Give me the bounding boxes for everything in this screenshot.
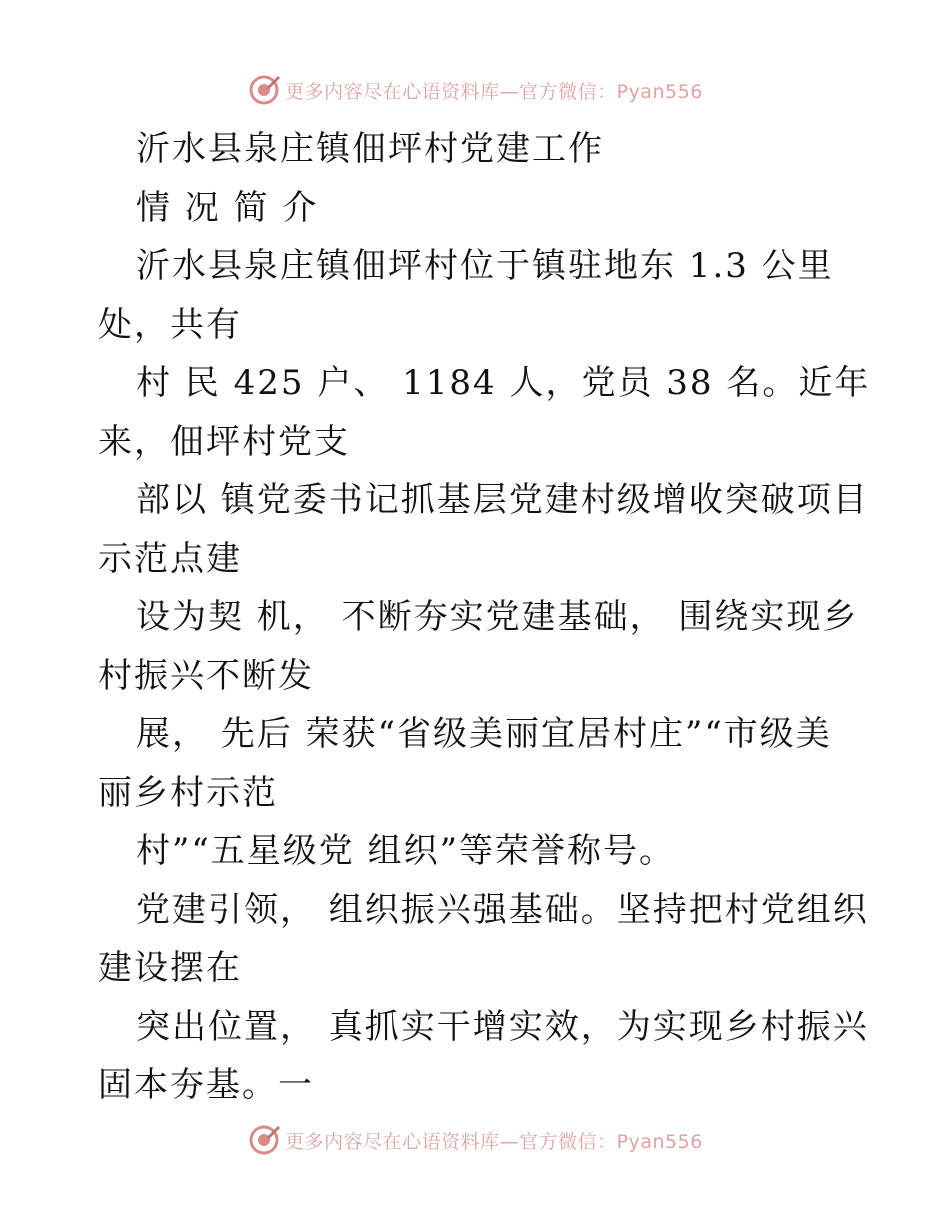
watermark-text: 更多内容尽在心语资料库—官方微信：Pyan556	[285, 1130, 703, 1153]
text-line: 情 况 简 介	[136, 187, 319, 228]
text-line: 设为契 机， 不断夯实党建基础， 围绕实现乡	[136, 597, 859, 637]
text-line: 部以 镇党委书记抓基层党建村级增收突破项目	[136, 480, 869, 520]
text-line: 村”“五星级党 组织”等荣誉称号。	[136, 831, 675, 871]
pen-logo-icon	[247, 73, 281, 107]
text-line: 村振兴不断发	[98, 655, 314, 696]
text-line: 沂水县泉庄镇佃坪村位于镇驻地东 1.3 公里	[136, 246, 834, 286]
text-line: 突出位置， 真抓实干增实效，为实现乡村振兴	[136, 1006, 869, 1047]
document-body	[98, 120, 871, 1115]
text-line: 村 民 425 户、 1184 人，党员 38 名。近年	[136, 363, 871, 403]
text-line: 沂水县泉庄镇佃坪村党建工作	[136, 129, 604, 169]
text-line: 固本夯基。一	[98, 1065, 314, 1105]
text-line: 展， 先后 荣获“省级美丽宜居村庄”“市级美	[136, 714, 832, 754]
text-line: 丽乡村示范	[98, 772, 278, 813]
watermark-text: 更多内容尽在心语资料库—官方微信：Pyan556	[285, 80, 703, 103]
text-line: 处，共有	[98, 304, 242, 345]
header-watermark	[0, 70, 950, 110]
text-line: 党建引领， 组织振兴强基础。坚持把村党组织	[136, 889, 869, 930]
text-line: 建设摆在	[98, 948, 242, 988]
text-line: 示范点建	[98, 538, 242, 579]
pen-logo-icon	[247, 1123, 281, 1157]
footer-watermark	[0, 1120, 950, 1160]
text-line: 来，佃坪村党支	[98, 421, 350, 462]
